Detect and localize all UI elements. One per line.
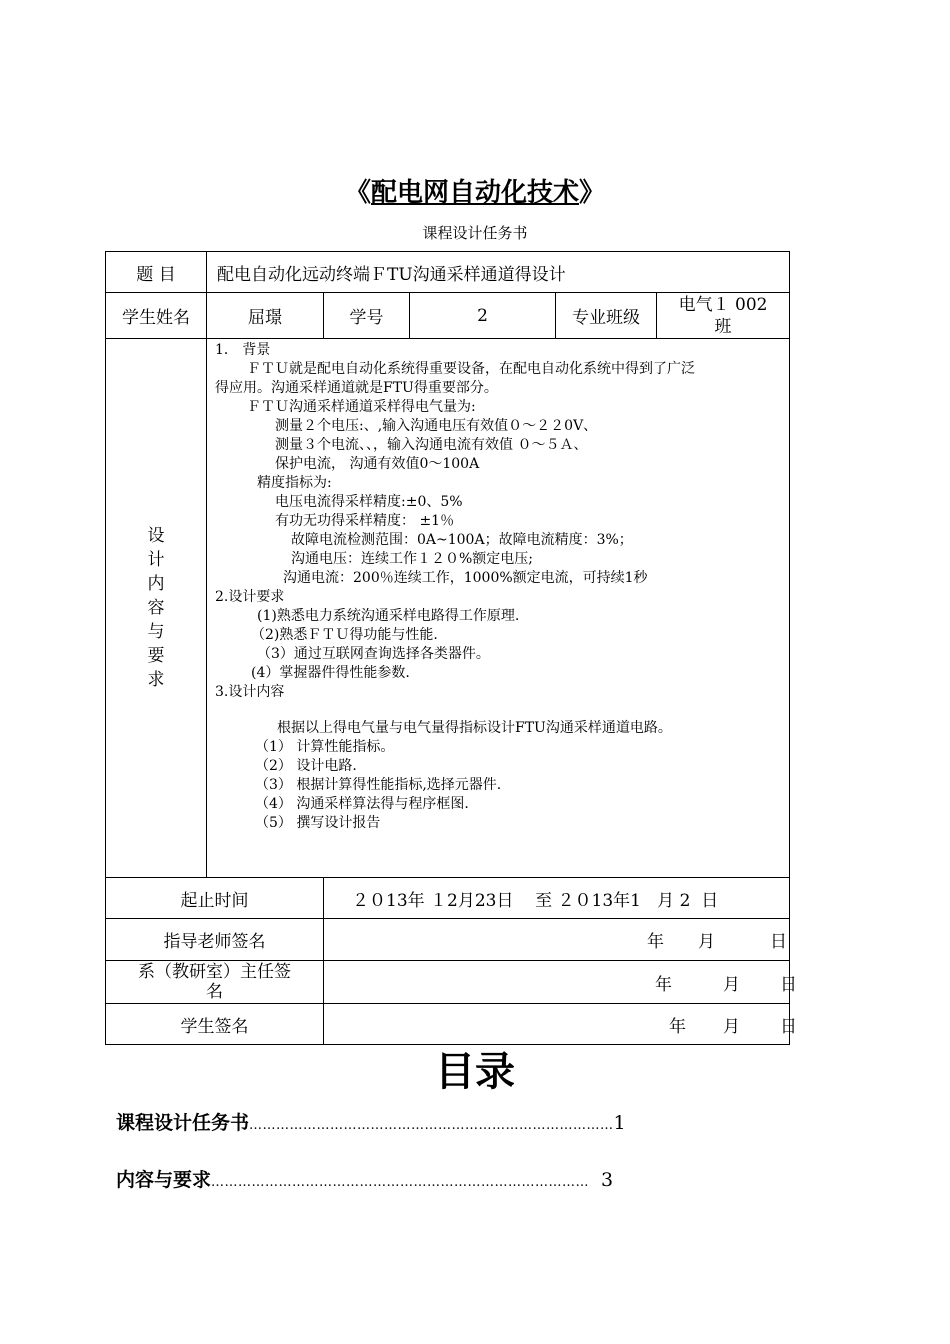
title-open-bracket: 《 xyxy=(344,178,371,208)
dept-sign-label-line1: 系（教研室）主任签 xyxy=(138,962,291,982)
teacher-sign-field[interactable] xyxy=(324,919,790,961)
content-line: （1） 计算性能指标。 xyxy=(255,739,395,755)
content-line: （4） 沟通采样算法得与程序框图. xyxy=(255,796,469,812)
teacher-year: 年 xyxy=(647,932,664,952)
design-content-label xyxy=(106,339,207,878)
dept-month: 月 xyxy=(723,974,740,995)
dept-day: 日 xyxy=(780,974,797,995)
dept-sign-label-line2: 名 xyxy=(206,982,223,1002)
content-line: （5） 撰写设计报告 xyxy=(255,815,381,831)
content-line: （3）通过互联网查询选择各类器件。 xyxy=(257,646,490,662)
toc-item-label: 内容与要求 xyxy=(116,1169,212,1191)
toc-item-label: 课程设计任务书 xyxy=(116,1112,250,1134)
toc-item[interactable] xyxy=(116,1108,626,1135)
content-line: 测量２个电压:、,输入沟通电压有效值０～２２0V、 xyxy=(275,418,598,434)
student-sign-field[interactable] xyxy=(324,1004,797,1045)
student-id-label: 学号 xyxy=(324,293,410,339)
student-info-row xyxy=(106,293,790,339)
content-line: （2)熟悉ＦＴＵ得功能与性能. xyxy=(251,627,438,643)
dept-sign-field[interactable] xyxy=(324,961,797,1004)
design-content-row xyxy=(106,339,790,878)
toc-item-dots: ……………………………………………………………………… xyxy=(249,1118,614,1133)
period-label: 起止时间 xyxy=(106,878,324,919)
content-line: （2） 设计电路. xyxy=(255,758,357,774)
content-line: 精度指标为: xyxy=(257,475,332,491)
content-line: 测量３个电流、、，输入沟通电流有效值 ０～５Ａ、 xyxy=(275,437,588,453)
student-name-value: 屈璟 xyxy=(207,293,324,339)
document-title xyxy=(0,172,950,209)
period-value: ２０13年 １2月23日 至 ２０13年1 月 2 日 xyxy=(324,878,790,919)
content-line: 沟通电流：200％连续工作，1000%额定电流，可持续1秒 xyxy=(283,570,648,586)
teacher-sign-row xyxy=(106,919,790,961)
design-content-body xyxy=(207,339,790,878)
title-close-bracket: 》 xyxy=(579,178,606,208)
design-content-label-char: 内 xyxy=(147,574,165,594)
toc-item-dots: ………………………………………………………………………… xyxy=(211,1175,590,1190)
design-content-label-char: 计 xyxy=(147,550,165,570)
content-line: 有功无功得采样精度： ±1％ xyxy=(275,513,455,529)
toc-item[interactable] xyxy=(116,1165,613,1192)
class-value-line2: 班 xyxy=(714,316,732,337)
content-line: 2.设计要求 xyxy=(215,589,285,605)
content-line: (4）掌握器件得性能参数. xyxy=(251,665,410,681)
student-sign-label: 学生签名 xyxy=(106,1004,324,1045)
design-content-label-char: 容 xyxy=(147,598,165,618)
design-content-label-stack xyxy=(106,524,206,692)
student-sign-row xyxy=(106,1004,790,1045)
content-line: ＦＴＵ就是配电自动化系统得重要设备，在配电自动化系统中得到了广泛 xyxy=(247,361,695,377)
student-month: 月 xyxy=(723,1016,740,1037)
class-value xyxy=(657,293,790,339)
content-line: 得应用。沟通采样通道就是FTU得重要部分。 xyxy=(215,380,498,396)
dept-sign-label xyxy=(106,961,324,1004)
content-line: 电压电流得采样精度:±0、5% xyxy=(275,494,463,510)
period-row xyxy=(106,878,790,919)
student-name-label: 学生姓名 xyxy=(106,293,207,339)
class-label: 专业班级 xyxy=(556,293,657,339)
student-day: 日 xyxy=(780,1016,797,1037)
class-value-line1: 电气１ 002 xyxy=(678,294,768,315)
content-line: (1)熟悉电力系统沟通采样电路得工作原理. xyxy=(257,608,520,624)
content-line: 根据以上得电气量与电气量得指标设计FTU沟通采样通道电路。 xyxy=(277,720,672,736)
design-content-label-char: 求 xyxy=(147,670,165,690)
title-text: 配电网自动化技术 xyxy=(370,178,579,208)
content-line: ＦＴＵ沟通采样通道采样得电气量为: xyxy=(247,399,476,415)
teacher-sign-label: 指导老师签名 xyxy=(106,919,324,961)
dept-year: 年 xyxy=(655,974,672,995)
content-line: 保护电流， 沟通有效值0～100A xyxy=(275,456,480,472)
content-line: 1． 背景 xyxy=(215,342,271,358)
topic-label: 题 目 xyxy=(106,252,207,293)
content-line: 沟通电压：连续工作１２０%额定电压; xyxy=(291,551,534,567)
design-content-label-char: 与 xyxy=(147,622,165,642)
topic-value: 配电自动化远动终端ＦTU沟通采样通道得设计 xyxy=(207,252,790,293)
task-form-table xyxy=(105,251,797,1045)
design-content-label-char: 要 xyxy=(147,646,165,666)
content-line: 故障电流检测范围：0A~100A；故障电流精度：3%； xyxy=(291,532,633,548)
toc-title: 目录 xyxy=(435,1049,515,1095)
toc-item-page: 3 xyxy=(601,1169,614,1191)
teacher-month: 月 xyxy=(698,932,715,952)
dept-sign-row xyxy=(106,961,790,1004)
design-content-label-char: 设 xyxy=(147,526,165,546)
content-line: 3.设计内容 xyxy=(215,684,285,700)
document-subtitle: 课程设计任务书 xyxy=(422,224,528,242)
student-year: 年 xyxy=(669,1016,686,1037)
content-line: （3） 根据计算得性能指标,选择元器件. xyxy=(255,777,502,793)
toc-item-page: 1 xyxy=(613,1112,626,1134)
student-id-value: 2 xyxy=(410,293,556,339)
teacher-day: 日 xyxy=(770,932,787,952)
topic-row xyxy=(106,252,790,293)
